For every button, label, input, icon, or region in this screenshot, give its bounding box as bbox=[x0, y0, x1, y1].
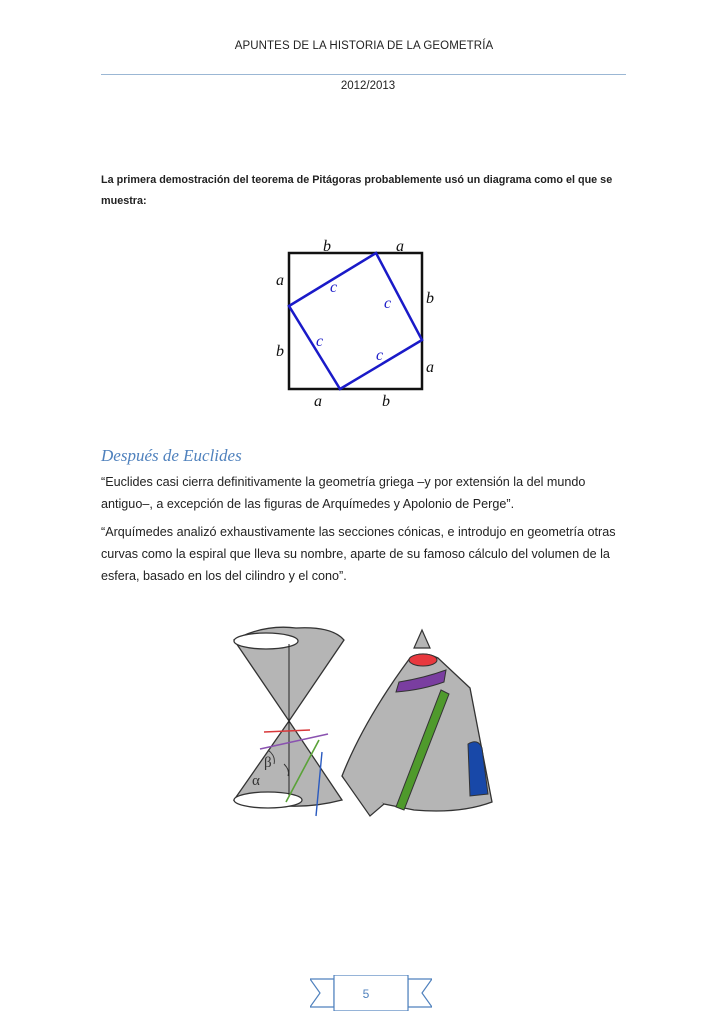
intro-text: La primera demostración del teorema de Pitágoras probablemente usó un diagrama como el que se muestra: bbox=[101, 174, 613, 207]
inner-square bbox=[289, 253, 422, 389]
angle-beta: β bbox=[264, 755, 272, 771]
outer-square bbox=[289, 253, 422, 389]
label-bottom-a: a bbox=[314, 393, 322, 410]
section-title: Después de Euclides bbox=[101, 446, 242, 465]
double-cone bbox=[234, 627, 344, 816]
angle-alpha: α bbox=[252, 773, 260, 789]
conic-sections-figure bbox=[224, 624, 504, 824]
label-right-b: b bbox=[426, 290, 434, 307]
page-number: 5 bbox=[362, 987, 370, 1001]
pythagoras-diagram bbox=[268, 234, 458, 412]
cut-cone bbox=[342, 630, 492, 816]
label-bottom-b: b bbox=[382, 393, 390, 410]
label-right-a: a bbox=[426, 359, 434, 376]
label-top-b: b bbox=[323, 238, 331, 255]
label-top-a: a bbox=[396, 238, 404, 255]
label-left-a: a bbox=[276, 272, 284, 289]
header-title: APUNTES DE LA HISTORIA DE LA GEOMETRÍA bbox=[234, 40, 494, 52]
paragraph-arquimedes: “Arquímedes analizó exhaustivamente las secciones cónicas, e introdujo en geometría otras curvas como la espiral que lleva su nombre, aparte de su famoso cálculo del volumen de la esfera, basado en los del cilindro y el cono”. bbox=[101, 525, 616, 583]
header-divider bbox=[101, 74, 626, 75]
label-c-left: c bbox=[316, 333, 324, 350]
paragraph-euclides: “Euclides casi cierra definitivamente la geometría griega –y por extensión la del mundo antiguo–, a excepción de las figuras de Arquímedes y Apolonio de Perge”. bbox=[101, 475, 586, 511]
label-left-b: b bbox=[276, 343, 284, 360]
label-c-right: c bbox=[384, 295, 392, 312]
label-c-top: c bbox=[330, 279, 338, 296]
label-c-bottom: c bbox=[376, 347, 384, 364]
header-year: 2012/2013 bbox=[340, 80, 396, 92]
